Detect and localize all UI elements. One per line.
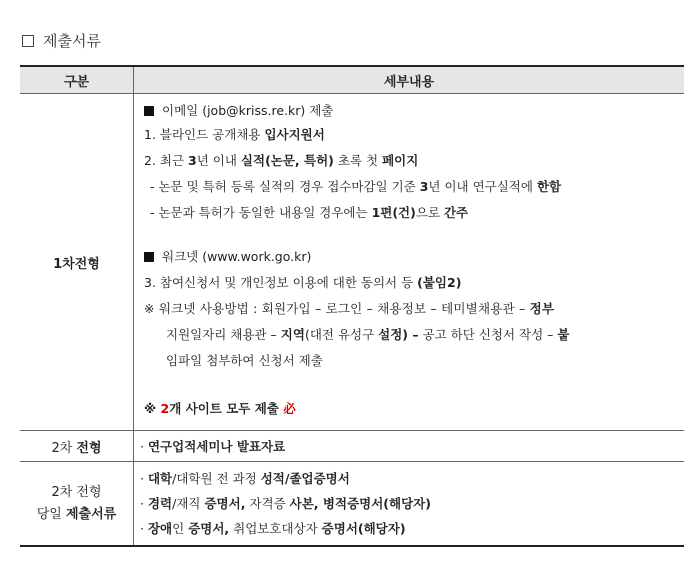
section-title: 제출서류 [43,32,101,50]
row-detail-second-stage: · 연구업적세미나 발표자료 [134,431,685,462]
bullet-dot-icon: · [140,439,144,454]
header-details: 세부내용 [134,66,685,94]
row-detail-second-stage-docs [134,462,685,547]
item-2-sub-2: - 논문과 특허가 동일한 내용일 경우에는 1편(건)으로 간주 [150,205,469,220]
note-line-2: 지원일자리 채용관 – 지역(대전 유성구 설정) – 공고 하단 신청서 작성 – 붙 [166,327,570,342]
doc-line-3: · 장애인 증명서, 취업보호대상자 증명서(해당자) [140,516,674,541]
bullet-dot-icon: · [140,471,144,486]
row-label-second-stage: 2차 전형 [20,431,134,462]
final-note: ※ 2개 사이트 모두 제출 必 [144,401,296,416]
email-header: 이메일 (job@kriss.re.kr) 제출 [144,100,674,122]
spacer [144,226,674,244]
note-line-3: 임파일 첨부하여 신청서 제출 [166,353,323,368]
section-heading [22,30,101,51]
item-1: 1. 블라인드 공개채용 입사지원서 [144,127,325,142]
row-detail-first-stage [134,94,685,431]
black-square-icon [144,252,154,262]
bullet-dot-icon: · [140,496,144,511]
checkbox-square-icon [22,35,34,47]
item-2-sub-1: - 논문 및 특허 등록 실적의 경우 접수마감일 기준 3년 이내 연구실적에 한함 [150,179,562,194]
header-category: 구분 [20,66,134,94]
table-header-row [20,66,684,94]
doc-line-1: · 대학/대학원 전 과정 성적/졸업증명서 [140,466,674,491]
documents-table [20,65,684,547]
row-label-first-stage [20,94,134,431]
doc-line-2: · 경력/재직 증명서, 자격증 사본, 병적증명서(해당자) [140,491,674,516]
table-row [20,431,684,462]
black-square-icon [144,106,154,116]
table-row [20,462,684,547]
row-label-text: 1차전형 [53,256,100,272]
item-2: 2. 최근 3년 이내 실적(논문, 특허) 초록 첫 페이지 [144,153,419,168]
bullet-dot-icon: · [140,521,144,536]
spacer [144,374,674,396]
table-row [20,94,684,431]
note-line-1: ※ 워크넷 사용방법 : 회원가입 – 로그인 – 채용정보 – 테미별채용관 – 정부 [144,301,555,316]
item-3: 3. 참여신청서 및 개인정보 이용에 대한 동의서 등 (붙임2) [144,275,462,290]
worknet-header: 워크넷 (www.work.go.kr) [144,244,674,270]
row-label-second-stage-docs: 2차 전형 당일 제출서류 [20,462,134,547]
